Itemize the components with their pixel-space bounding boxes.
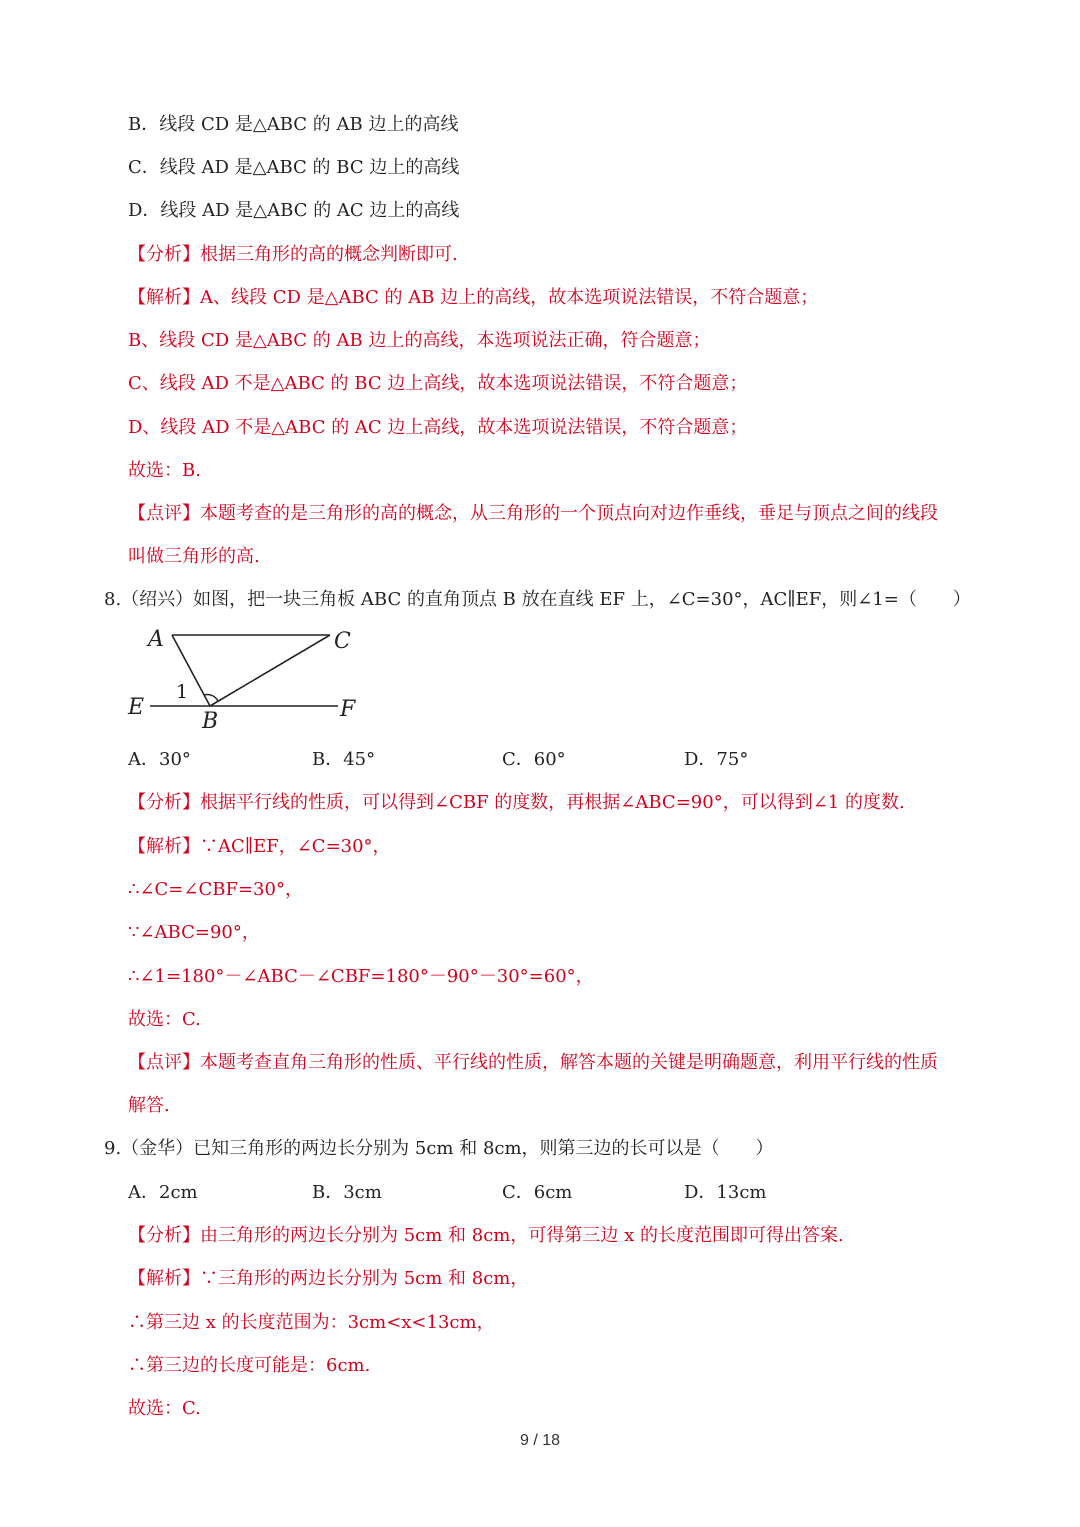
q8-solution-4: ∴∠1=180°－∠ABC－∠CBF=180°－90°－30°=60°， [128,966,594,987]
q7-answer: 故选：B. [128,460,201,481]
q7-option-b: B．线段 CD 是△ABC 的 AB 边上的高线 [128,114,459,135]
q7-solution-2: B、线段 CD 是△ABC 的 AB 边上的高线，本选项说法正确，符合题意； [128,330,711,351]
label-f: F [340,697,356,722]
q8-answer: 故选：C. [128,1009,201,1030]
comment-tag: 【点评】 [128,503,200,524]
q8-comment [128,1050,984,1076]
q8-option-d: D．75° [684,749,749,770]
q8-solution-2: ∴∠C=∠CBF=30°， [128,879,303,900]
label-b: B [202,709,219,734]
q9-option-c: C．6cm [502,1182,573,1203]
q9-solution-1 [128,1266,984,1292]
q9-stem: 9.（金华）已知三角形的两边长分别为 5cm 和 8cm，则第三边的长可以是（ ） [104,1138,774,1159]
analysis-tag: 【分析】 [128,792,200,813]
q8-option-a: A．30° [128,749,191,770]
q7-comment-cont: 叫做三角形的高. [128,546,260,567]
q7-option-c: C．线段 AD 是△ABC 的 BC 边上的高线 [128,157,460,178]
comment-tag: 【点评】 [128,1052,200,1073]
analysis-tag: 【分析】 [128,244,200,265]
q7-solution-1 [128,285,984,311]
analysis-text: 根据三角形的高的概念判断即可. [200,244,458,265]
q9-option-d: D．13cm [684,1182,767,1203]
q7-solution-4: D、线段 AD 不是△ABC 的 AC 边上高线，故本选项说法错误，不符合题意； [128,417,748,438]
q7-solution-3: C、线段 AD 不是△ABC 的 BC 边上高线，故本选项说法错误，不符合题意； [128,373,748,394]
analysis-tag: 【分析】 [128,1225,200,1246]
triangle-figure [120,622,370,734]
solution-tag: 【解析】 [128,287,200,308]
q9-answer: 故选：C. [128,1398,201,1419]
solution-tag: 【解析】 [128,1268,200,1289]
analysis-text: 根据平行线的性质，可以得到∠CBF 的度数，再根据∠ABC=90°，可以得到∠1 的度数. [200,792,905,813]
q9-solution-2: ∴第三边 x 的长度范围为：3cm<x<13cm， [128,1312,495,1333]
analysis-text: 由三角形的两边长分别为 5cm 和 8cm，可得第三边 x 的长度范围即可得出答案. [200,1225,844,1246]
q7-option-d: D．线段 AD 是△ABC 的 AC 边上的高线 [128,200,460,221]
label-a: A [148,627,164,652]
q8-option-b: B．45° [312,749,376,770]
q9-analysis [128,1223,984,1249]
q8-option-c: C．60° [502,749,566,770]
q7-comment [128,501,984,527]
solution-tag: 【解析】 [128,836,200,857]
q8-solution-1 [128,834,984,860]
q8-analysis [128,790,984,816]
comment-text: 本题考查直角三角形的性质、平行线的性质，解答本题的关键是明确题意，利用平行线的性质 [200,1052,938,1073]
segment-bc [210,635,330,706]
comment-text: 本题考查的是三角形的高的概念，从三角形的一个顶点向对边作垂线，垂足与顶点之间的线段 [200,503,938,524]
q9-option-b: B．3cm [312,1182,382,1203]
q8-stem: 8.（绍兴）如图，把一块三角板 ABC 的直角顶点 B 放在直线 EF 上，∠C=30°，AC∥EF，则∠1=（ ） [104,589,971,610]
q8-comment-cont: 解答. [128,1095,170,1116]
q9-option-a: A．2cm [128,1182,198,1203]
solution-text: ∵AC∥EF，∠C=30°， [200,836,391,857]
label-c: C [334,629,351,654]
label-e: E [128,695,145,720]
q9-solution-3: ∴第三边的长度可能是：6cm. [128,1355,371,1376]
q8-solution-3: ∵∠ABC=90°， [128,922,260,943]
q7-analysis [128,242,984,268]
page-number: 9 / 18 [519,1432,561,1449]
solution-text: ∵三角形的两边长分别为 5cm 和 8cm， [200,1268,529,1289]
solution-text: A、线段 CD 是△ABC 的 AB 边上的高线，故本选项说法错误，不符合题意； [200,287,819,308]
label-angle-1: 1 [176,681,189,703]
